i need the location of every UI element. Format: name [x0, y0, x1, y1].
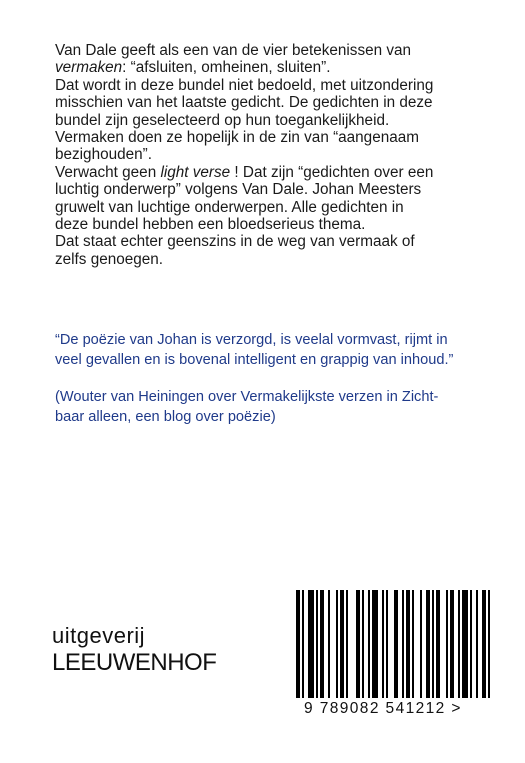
- blurb-line: misschien van het laatste gedicht. De gedichten in deze: [55, 94, 433, 112]
- quote-attribution: (Wouter van Heiningen over Vermakelijkste verzen in Zicht-: [55, 389, 439, 405]
- barcode-bar: [426, 590, 430, 698]
- barcode-bar: [476, 590, 478, 698]
- barcode-bar: [308, 590, 314, 698]
- quote-attribution: baar alleen, een blog over poëzie): [55, 409, 276, 425]
- publisher-logo: [52, 623, 216, 677]
- blurb-line: bezighouden”.: [55, 146, 152, 164]
- publisher-name-line2: LEEUWENHOF: [52, 649, 217, 676]
- isbn-barcode: [293, 590, 525, 763]
- barcode-bar: [394, 590, 398, 698]
- quote-line: “De poëzie van Johan is verzorgd, is veelal vormvast, rijmt in: [55, 332, 448, 348]
- quote-line: veel gevallen en is bovenal intelligent en grappig van inhoud.”: [55, 352, 454, 368]
- blurb-line: zelfs genoegen.: [55, 250, 164, 268]
- barcode-bar: [462, 590, 468, 698]
- barcode-bar: [488, 590, 490, 698]
- barcode-bar: [328, 590, 330, 698]
- barcode-bar: [420, 590, 422, 698]
- barcode-bar: [432, 590, 434, 698]
- blurb-line: luchtig onderwerp” volgens Van Dale. Johan Meesters: [55, 181, 422, 199]
- barcode-bar: [402, 590, 404, 698]
- barcode-bar: [436, 590, 440, 698]
- barcode-bar: [482, 590, 486, 698]
- barcode-bar: [446, 590, 448, 698]
- blurb-line: vermaken: “afsluiten, omheinen, sluiten”.: [55, 59, 331, 77]
- blurb-line: Dat wordt in deze bundel niet bedoeld, met uitzondering: [55, 76, 434, 94]
- blurb-text: [55, 42, 495, 268]
- barcode-bars: [293, 590, 525, 700]
- barcode-bar: [356, 590, 360, 698]
- review-quote: [55, 330, 505, 427]
- barcode-bar: [336, 590, 338, 698]
- blurb-line: Verwacht geen light verse ! Dat zijn “gedichten over een: [55, 163, 434, 181]
- publisher-name-line1: uitgeverij: [52, 623, 146, 648]
- blurb-line: Vermaken doen ze hopelijk in de zin van “aangenaam: [55, 129, 419, 147]
- barcode-bar: [372, 590, 378, 698]
- blurb-line: Van Dale geeft als een van de vier betekenissen van: [55, 42, 412, 59]
- barcode-bar: [406, 590, 410, 698]
- barcode-bar: [368, 590, 370, 698]
- isbn-digits: 9 789082 541212 >: [304, 700, 462, 717]
- barcode-bar: [412, 590, 414, 698]
- barcode-bar: [458, 590, 460, 698]
- barcode-bar: [320, 590, 324, 698]
- blurb-line: deze bundel hebben een bloedserieus thema.: [55, 216, 366, 234]
- blurb-line: Dat staat echter geenszins in de weg van vermaak of: [55, 233, 415, 251]
- barcode-bar: [302, 590, 304, 698]
- barcode-bar: [346, 590, 348, 698]
- blurb-line: gruwelt van luchtige onderwerpen. Alle gedichten in: [55, 198, 404, 216]
- barcode-bar: [386, 590, 388, 698]
- barcode-bar: [450, 590, 454, 698]
- barcode-bar: [382, 590, 384, 698]
- blurb-line: bundel zijn geselecteerd op hun toegankelijkheid.: [55, 111, 390, 129]
- barcode-bar: [296, 590, 300, 698]
- barcode-bar: [340, 590, 344, 698]
- barcode-bar: [470, 590, 472, 698]
- barcode-bar: [316, 590, 318, 698]
- barcode-bar: [362, 590, 364, 698]
